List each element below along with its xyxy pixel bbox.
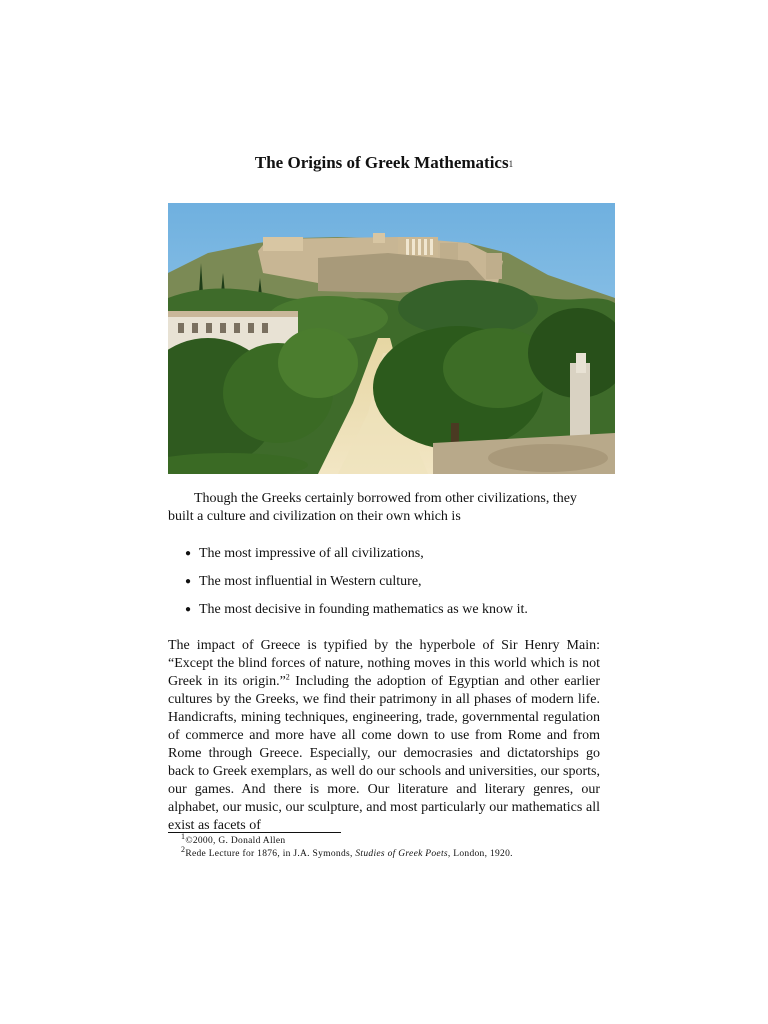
bullet-text: The most influential in Western culture, xyxy=(199,574,422,589)
page-title xyxy=(0,153,768,173)
intro-paragraph: Though the Greeks certainly borrowed from other civilizations, they built a culture and civilization on their own which is xyxy=(168,491,577,524)
list-item xyxy=(185,573,605,591)
bullet-icon: ● xyxy=(185,604,192,615)
footnote-divider xyxy=(168,832,341,833)
impact-text-start: The impact of Greece is typified by the hyperbole of Sir Henry Main: “Except the blind forces of nature, nothing moves in this world which is not Greek in its origin.” xyxy=(168,638,600,689)
impact-paragraph xyxy=(168,637,600,835)
footnote-text-end: , London, 1920. xyxy=(447,848,513,859)
bullet-icon: ● xyxy=(185,576,192,587)
bullet-text: The most impressive of all civilizations, xyxy=(199,546,424,561)
acropolis-illustration xyxy=(168,203,615,474)
list-item xyxy=(185,601,605,619)
footnote-number: 1 xyxy=(181,831,186,841)
title-footnote-marker: 1 xyxy=(508,159,514,169)
list-item xyxy=(185,545,605,563)
bullet-text: The most decisive in founding mathematics as we know it. xyxy=(199,602,528,617)
footnote-book-title: Studies of Greek Poets xyxy=(355,848,448,859)
footnote-number: 2 xyxy=(181,844,186,854)
footnote-text: ©2000, G. Donald Allen xyxy=(185,836,286,846)
page-title-text: The Origins of Greek Mathematics xyxy=(254,153,509,172)
footnote-marker-2: 2 xyxy=(285,672,290,682)
bullet-icon: ● xyxy=(185,548,192,559)
footnote-2 xyxy=(181,844,611,861)
footnote-text: Rede Lecture for 1876, in J.A. Symonds, xyxy=(185,848,356,859)
acropolis-photo xyxy=(168,203,615,474)
footnote-1 xyxy=(181,831,611,848)
impact-text-rest: Including the adoption of Egyptian and other earlier cultures by the Greeks, we find their patrimony in all phases of modern life. Handicrafts, mining techniques, engineering, trade, governmental regulation of commerce and more have all come down to use from Rome and from Rome through Greece. Especially, our democrasies and dictatorships go back to Greek exemplars, as well do our schools and universities, our sports, our games. And there is more. Our literature and literary genres, our alphabet, our music, our sculpture, and most particularly our mathematics all exist as facets of xyxy=(168,674,600,833)
bullet-list xyxy=(185,545,605,629)
footnotes xyxy=(181,831,611,860)
